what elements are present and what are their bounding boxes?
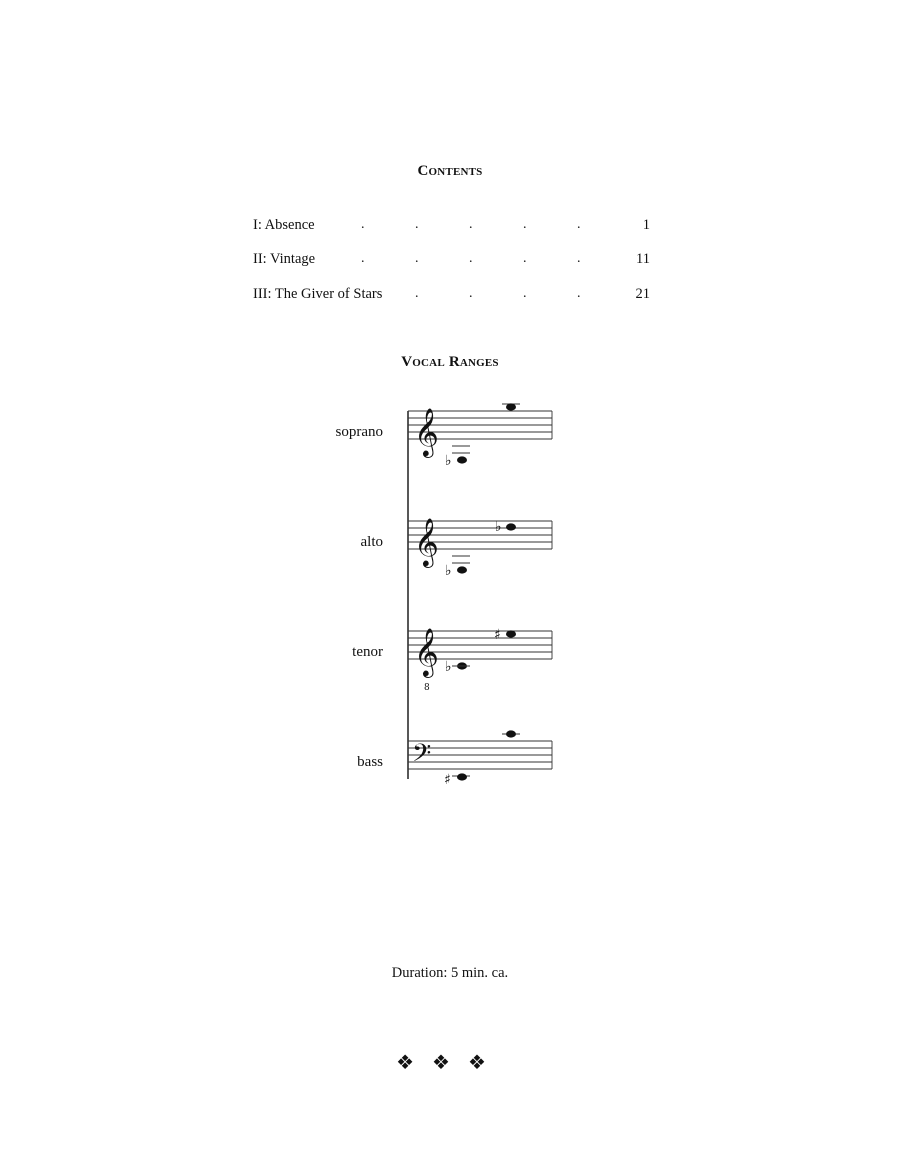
note-low	[457, 773, 467, 780]
toc-leader: .	[361, 251, 365, 266]
toc-leader: .	[469, 251, 473, 266]
staff-tenor	[408, 627, 552, 693]
toc-leader: .	[469, 217, 473, 232]
contents-heading: Contents	[417, 163, 483, 179]
vocal-ranges-heading: Vocal Ranges	[401, 354, 499, 370]
toc-title: II: Vintage	[253, 251, 316, 267]
toc-leader: .	[469, 286, 473, 301]
toc-leader: .	[577, 217, 581, 232]
toc-page-number: 1	[642, 217, 650, 233]
staff-bass	[408, 730, 552, 788]
toc-leader: .	[523, 251, 527, 266]
voice-label-bass: bass	[357, 754, 383, 770]
treble-clef-icon: 𝄞	[414, 407, 439, 456]
duration-note: Duration: 5 min. ca.	[391, 965, 509, 981]
toc-leader: .	[415, 286, 419, 301]
note-high	[506, 630, 516, 637]
toc-page-number: 11	[636, 251, 650, 267]
flat-icon: ♭	[445, 659, 452, 675]
voice-label-alto: alto	[360, 534, 383, 550]
note-low	[457, 566, 467, 573]
note-high	[506, 523, 516, 530]
voice-label-soprano: soprano	[335, 424, 383, 440]
bass-clef-icon: 𝄢	[412, 739, 432, 774]
toc-leader: .	[361, 217, 365, 232]
toc-leader: .	[415, 251, 419, 266]
note-low	[457, 456, 467, 463]
toc-leader: .	[415, 217, 419, 232]
ornament-divider: ❖❖❖	[396, 1050, 504, 1074]
toc-leader: .	[523, 217, 527, 232]
toc-leader: .	[577, 286, 581, 301]
toc-title: III: The Giver of Stars	[253, 286, 383, 302]
staff-soprano	[408, 403, 552, 469]
note-high	[506, 403, 516, 410]
toc-leader: .	[523, 286, 527, 301]
staff-alto	[408, 517, 552, 579]
sharp-icon: ♯	[444, 772, 451, 788]
treble-clef-icon: 𝄞	[414, 517, 439, 566]
toc-title: I: Absence	[253, 217, 315, 233]
flat-icon: ♭	[445, 563, 452, 579]
flat-icon: ♭	[445, 453, 452, 469]
voice-label-tenor: tenor	[352, 644, 383, 660]
sharp-icon: ♯	[494, 627, 501, 643]
octave-eight-icon: 8	[424, 683, 430, 693]
toc-page-number: 21	[635, 286, 650, 302]
note-high	[506, 730, 516, 737]
toc-leader: .	[577, 251, 581, 266]
treble-clef-icon: 𝄞	[414, 627, 439, 676]
flat-icon: ♭	[495, 519, 502, 535]
